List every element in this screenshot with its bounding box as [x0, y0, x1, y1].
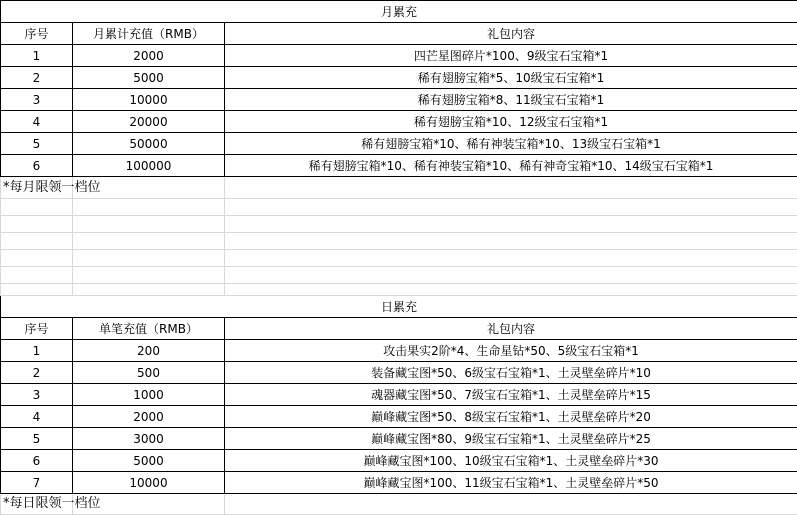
empty-cell[interactable] [225, 177, 797, 199]
cell-amount[interactable]: 5000 [73, 450, 225, 472]
empty-cell[interactable] [73, 199, 225, 216]
cell-amount[interactable]: 10000 [73, 89, 225, 111]
cell-reward[interactable]: 巅峰藏宝图*100、11级宝石宝箱*1、土灵壁垒碎片*50 [225, 472, 797, 494]
cell-index[interactable]: 2 [1, 67, 73, 89]
monthly-note-row [1, 177, 797, 199]
empty-row [1, 233, 797, 250]
table-row [1, 155, 797, 177]
table-row [1, 384, 797, 406]
empty-cell[interactable] [1, 199, 73, 216]
header-cell[interactable]: 序号 [1, 23, 73, 45]
cell-reward[interactable]: 巅峰藏宝图*50、8级宝石宝箱*1、土灵壁垒碎片*20 [225, 406, 797, 428]
header-cell[interactable]: 月累计充值（RMB） [73, 23, 225, 45]
cell-reward[interactable]: 稀有翅膀宝箱*5、10级宝石宝箱*1 [225, 67, 797, 89]
cell-amount[interactable]: 1000 [73, 384, 225, 406]
cell-amount[interactable]: 500 [73, 362, 225, 384]
empty-cell[interactable] [225, 267, 797, 284]
table-row [1, 67, 797, 89]
monthly-title[interactable]: 月累充 [1, 1, 797, 23]
empty-row [1, 216, 797, 233]
empty-cell[interactable] [73, 250, 225, 267]
empty-cell[interactable] [73, 216, 225, 233]
daily-header-row [1, 318, 797, 340]
cell-reward[interactable]: 巅峰藏宝图*100、10级宝石宝箱*1、土灵壁垒碎片*30 [225, 450, 797, 472]
cell-index[interactable]: 6 [1, 155, 73, 177]
cell-amount[interactable]: 2000 [73, 406, 225, 428]
header-cell[interactable]: 礼包内容 [225, 23, 797, 45]
cell-reward[interactable]: 四芒星图碎片*100、9级宝石宝箱*1 [225, 45, 797, 67]
empty-cell[interactable] [1, 216, 73, 233]
empty-cell[interactable] [225, 233, 797, 250]
header-cell[interactable]: 序号 [1, 318, 73, 340]
monthly-note[interactable]: *每月限领一档位 [1, 177, 73, 199]
cell-index[interactable]: 5 [1, 133, 73, 155]
empty-row [1, 267, 797, 284]
table-row [1, 340, 797, 362]
table-row [1, 133, 797, 155]
cell-amount[interactable]: 5000 [73, 67, 225, 89]
empty-cell[interactable] [225, 216, 797, 233]
cell-reward[interactable]: 稀有翅膀宝箱*10、稀有神装宝箱*10、13级宝石宝箱*1 [225, 133, 797, 155]
cell-index[interactable]: 1 [1, 45, 73, 67]
cell-reward[interactable]: 装备藏宝图*50、6级宝石宝箱*1、土灵壁垒碎片*10 [225, 362, 797, 384]
cell-amount[interactable]: 50000 [73, 133, 225, 155]
cell-reward[interactable]: 稀有翅膀宝箱*10、稀有神装宝箱*10、稀有神奇宝箱*10、14级宝石宝箱*1 [225, 155, 797, 177]
cell-index[interactable]: 3 [1, 384, 73, 406]
empty-cell[interactable] [225, 284, 797, 296]
cell-amount[interactable]: 20000 [73, 111, 225, 133]
cell-index[interactable]: 1 [1, 340, 73, 362]
cell-index[interactable]: 4 [1, 406, 73, 428]
cell-index[interactable]: 7 [1, 472, 73, 494]
cell-reward[interactable]: 魂器藏宝图*50、7级宝石宝箱*1、土灵壁垒碎片*15 [225, 384, 797, 406]
monthly-title-row [1, 1, 797, 23]
cell-index[interactable]: 3 [1, 89, 73, 111]
empty-cell[interactable] [73, 284, 225, 296]
table-row [1, 472, 797, 494]
empty-row [1, 284, 797, 296]
monthly-header-row [1, 23, 797, 45]
empty-row [1, 250, 797, 267]
cell-amount[interactable]: 100000 [73, 155, 225, 177]
empty-cell[interactable] [225, 494, 797, 515]
cell-reward[interactable]: 攻击果实2阶*4、生命星钻*50、5级宝石宝箱*1 [225, 340, 797, 362]
header-cell[interactable]: 礼包内容 [225, 318, 797, 340]
empty-cell[interactable] [1, 284, 73, 296]
empty-cell[interactable] [73, 267, 225, 284]
cell-reward[interactable]: 稀有翅膀宝箱*8、11级宝石宝箱*1 [225, 89, 797, 111]
table-row [1, 89, 797, 111]
empty-cell[interactable] [73, 233, 225, 250]
cell-index[interactable]: 5 [1, 428, 73, 450]
daily-title[interactable]: 日累充 [1, 296, 797, 318]
cell-amount[interactable]: 10000 [73, 472, 225, 494]
cell-reward[interactable]: 巅峰藏宝图*80、9级宝石宝箱*1、土灵壁垒碎片*25 [225, 428, 797, 450]
empty-cell[interactable] [1, 267, 73, 284]
cell-index[interactable]: 2 [1, 362, 73, 384]
daily-note[interactable]: *每日限领一档位 [1, 494, 73, 515]
table-row [1, 45, 797, 67]
header-cell[interactable]: 单笔充值（RMB） [73, 318, 225, 340]
cell-reward[interactable]: 稀有翅膀宝箱*10、12级宝石宝箱*1 [225, 111, 797, 133]
table-row [1, 406, 797, 428]
cell-amount[interactable]: 3000 [73, 428, 225, 450]
empty-cell[interactable] [1, 250, 73, 267]
cell-amount[interactable]: 200 [73, 340, 225, 362]
cell-amount[interactable]: 2000 [73, 45, 225, 67]
table-row [1, 111, 797, 133]
daily-title-row [1, 296, 797, 318]
table-row [1, 450, 797, 472]
empty-cell[interactable] [225, 250, 797, 267]
cell-index[interactable]: 6 [1, 450, 73, 472]
table-row [1, 428, 797, 450]
daily-note-row [1, 494, 797, 515]
empty-row [1, 199, 797, 216]
empty-cell[interactable] [1, 233, 73, 250]
cell-index[interactable]: 4 [1, 111, 73, 133]
table-row [1, 362, 797, 384]
empty-cell[interactable] [225, 199, 797, 216]
